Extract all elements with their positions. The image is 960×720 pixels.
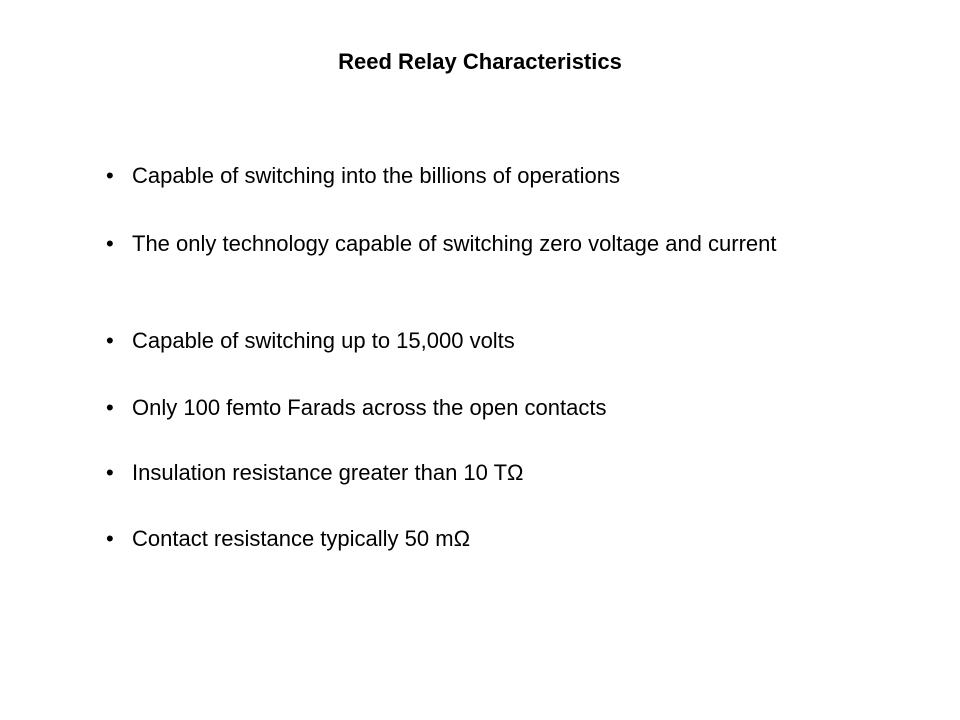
bullet-text: Capable of switching up to 15,000 volts	[132, 328, 515, 353]
bullet-icon: •	[106, 460, 114, 485]
bullet-item	[106, 523, 866, 554]
bullet-text: Contact resistance typically 50 mΩ	[132, 526, 471, 551]
bullet-text: Only 100 femto Farads across the open contacts	[132, 395, 607, 420]
bullet-icon: •	[106, 395, 114, 420]
bullet-item	[106, 392, 866, 423]
bullet-item	[106, 228, 866, 259]
bullet-item	[106, 325, 866, 356]
slide-title: Reed Relay Characteristics	[338, 49, 622, 74]
bullet-item	[106, 457, 866, 488]
bullet-icon: •	[106, 163, 114, 188]
bullet-text: The only technology capable of switching zero voltage and current	[132, 231, 777, 256]
bullet-text: Capable of switching into the billions of operations	[132, 163, 620, 188]
bullet-text: Insulation resistance greater than 10 TΩ	[132, 460, 524, 485]
bullet-icon: •	[106, 526, 114, 551]
bullet-item	[106, 160, 866, 191]
bullet-icon: •	[106, 231, 114, 256]
bullet-icon: •	[106, 328, 114, 353]
